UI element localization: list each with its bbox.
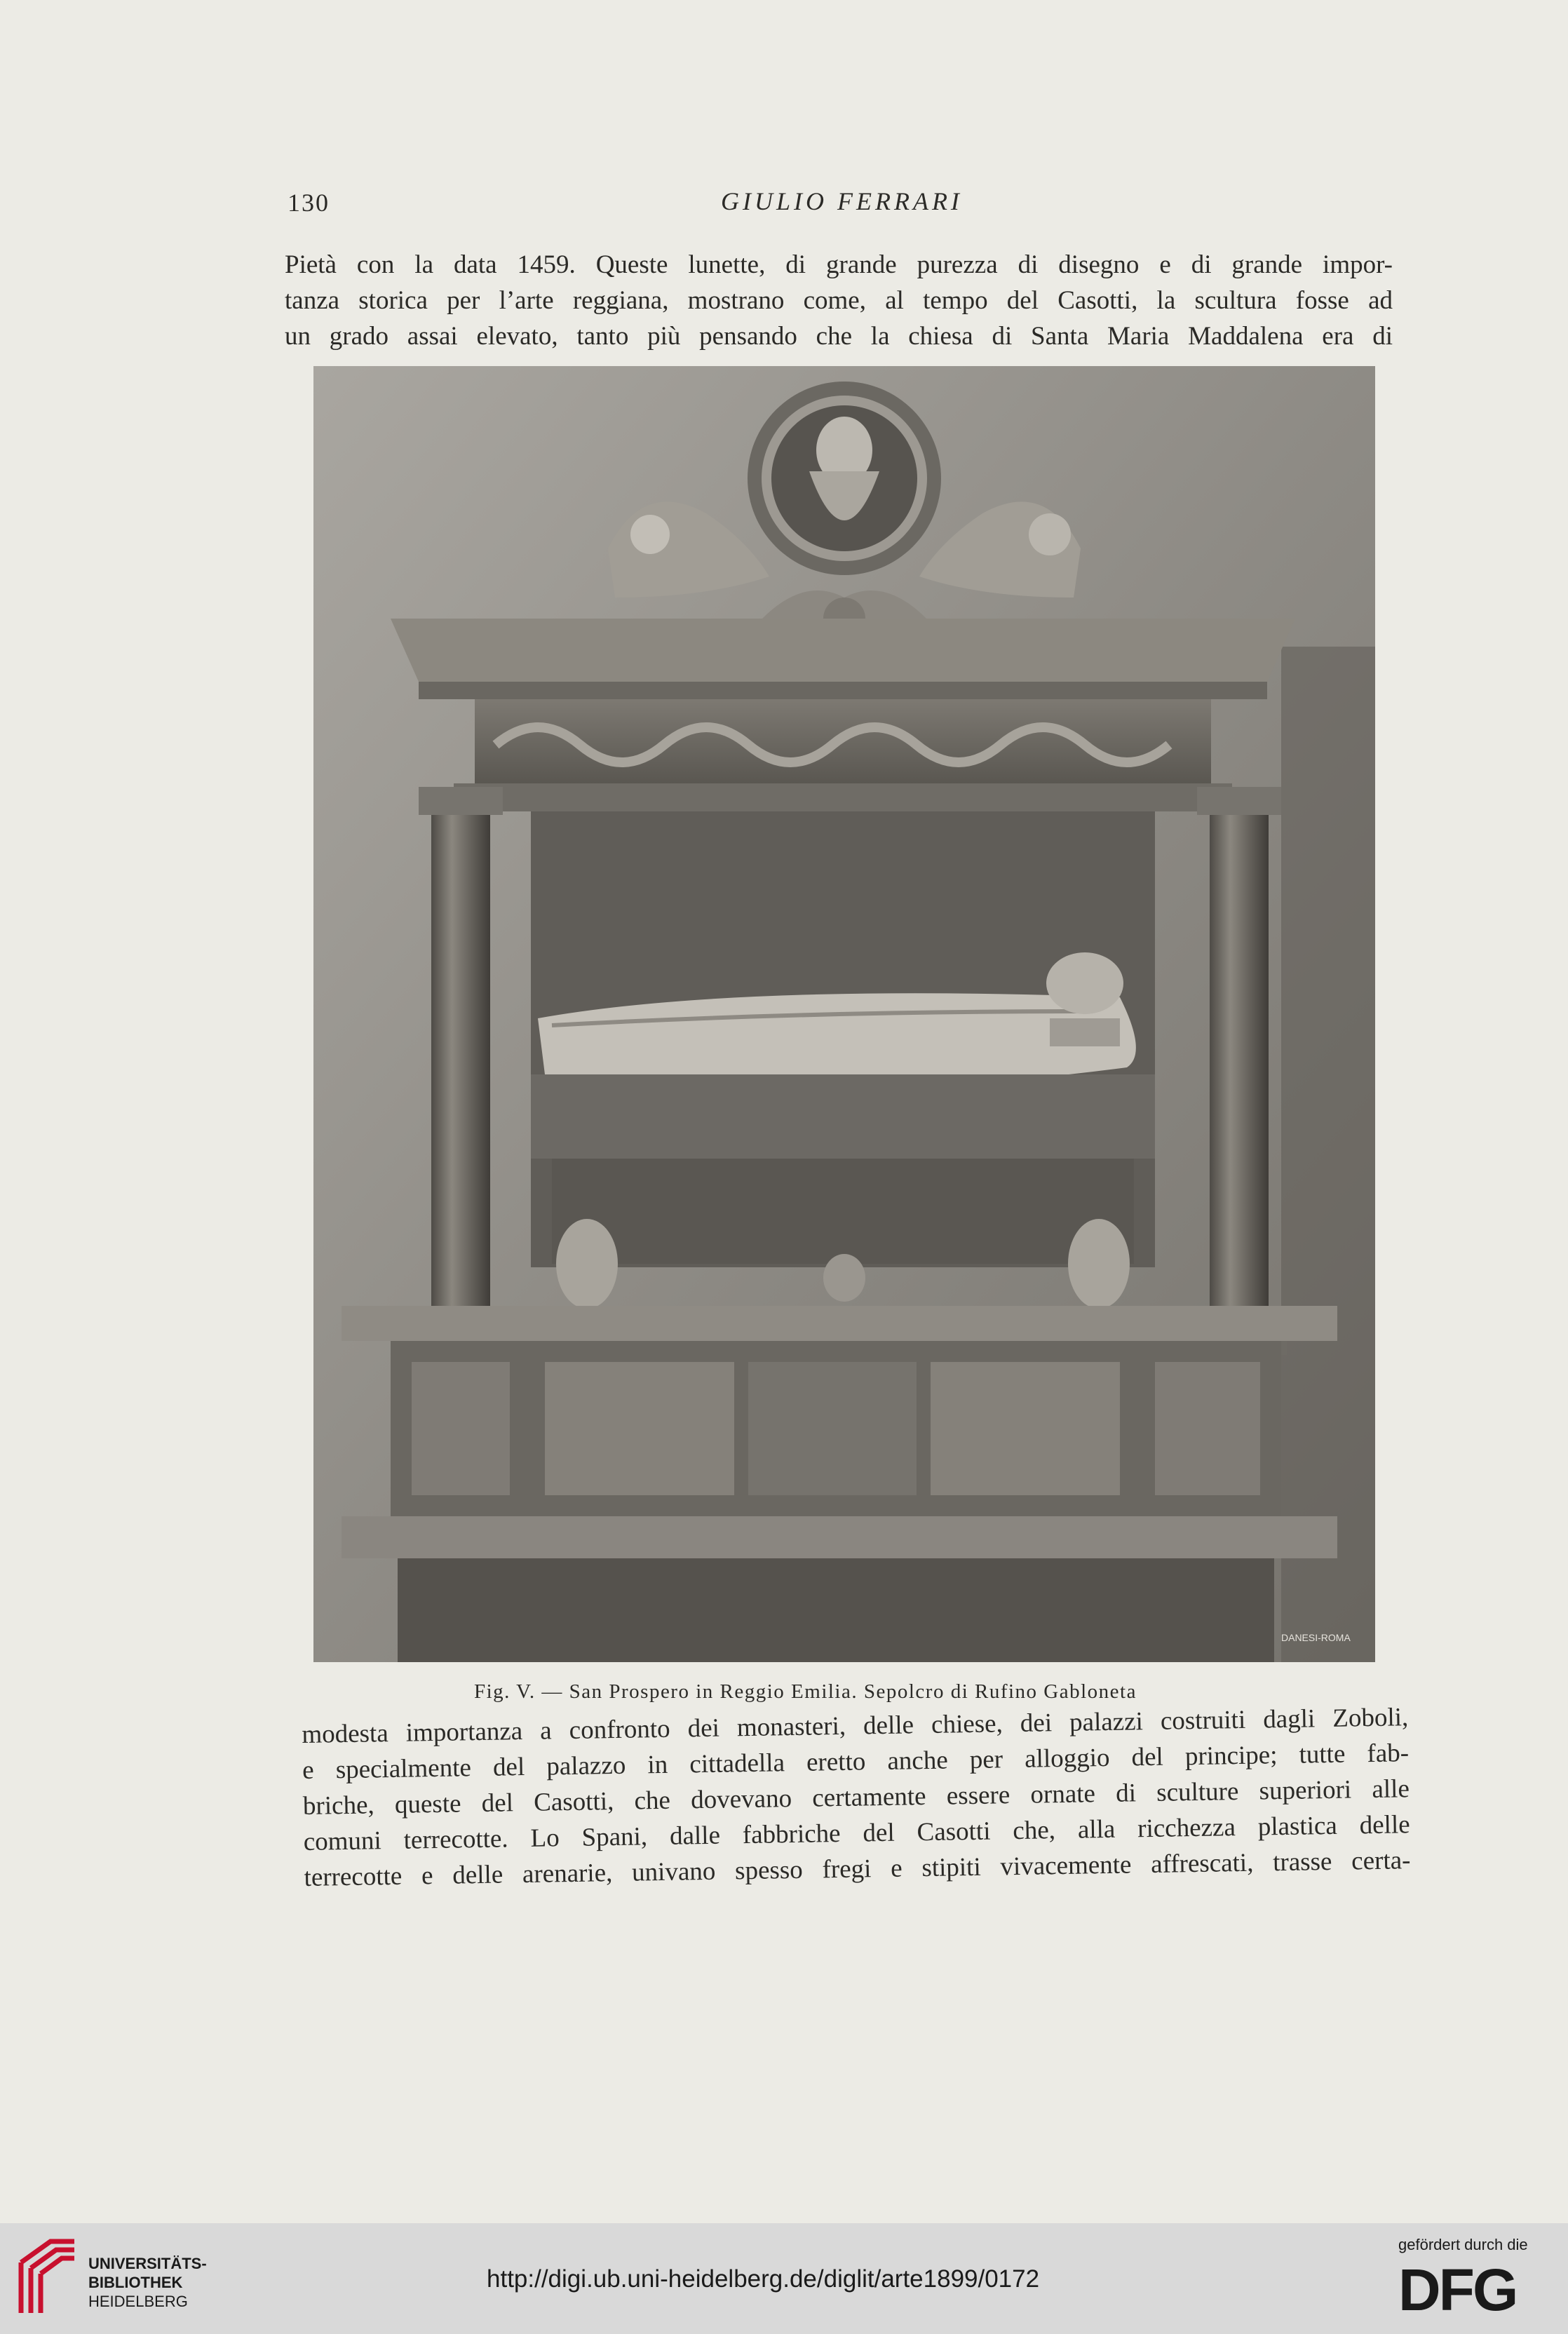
text-line: Pietà con la data 1459. Queste lunette, di grande purezza di disegno e di grande impor- bbox=[285, 250, 1393, 279]
text-line: un grado assai elevato, tanto più pensando che la chiesa di Santa Maria Maddalena era di bbox=[285, 322, 1393, 351]
text-line: tanza storica per l’arte reggiana, mostrano come, al tempo del Casotti, la scultura fosse ad bbox=[285, 286, 1393, 315]
dfg-logo: DFG bbox=[1398, 2257, 1517, 2323]
running-title: GIULIO FERRARI bbox=[721, 187, 963, 215]
university-library-logo-icon bbox=[15, 2234, 80, 2317]
text-line: e specialmente del palazzo in cittadella eretto anche per alloggio del principe; tutte fab- bbox=[302, 1739, 1410, 1785]
library-name-line: BIBLIOTHEK bbox=[88, 2274, 183, 2291]
text-line: briche, queste del Casotti, che dovevano certamente essere ornate di sculture superiori alle bbox=[302, 1774, 1410, 1821]
permalink-url[interactable]: http://digi.ub.uni-heidelberg.de/diglit/arte1899/0172 bbox=[487, 2265, 1040, 2293]
text-line: comuni terrecotte. Lo Spani, dalle fabbriche del Casotti che, alla ricchezza plastica delle bbox=[303, 1810, 1410, 1856]
library-name-line: HEIDELBERG bbox=[88, 2293, 188, 2310]
library-name-line: UNIVERSITÄTS- bbox=[88, 2255, 207, 2272]
page-number: 130 bbox=[288, 189, 330, 217]
footer-bar bbox=[0, 2223, 1568, 2334]
text-line: terrecotte e delle arenarie, univano spesso fregi e stipiti vivacemente affrescati, trasse certa- bbox=[304, 1846, 1411, 1892]
paragraph-bottom bbox=[302, 1699, 1411, 1896]
figure-caption: Fig. V. — San Prospero in Reggio Emilia. Sepolcro di Rufino Gabloneta bbox=[474, 1680, 1137, 1703]
library-name bbox=[88, 2254, 207, 2311]
tomb-photograph bbox=[313, 366, 1375, 1662]
photographer-mark: DANESI-ROMA bbox=[1281, 1632, 1351, 1643]
paragraph-top bbox=[285, 247, 1393, 354]
tomb-illustration bbox=[313, 366, 1375, 1662]
text-line: modesta importanza a confronto dei monasteri, delle chiese, dei palazzi costruiti dagli Zoboli, bbox=[302, 1703, 1409, 1749]
funding-note: gefördert durch die bbox=[1398, 2236, 1528, 2253]
